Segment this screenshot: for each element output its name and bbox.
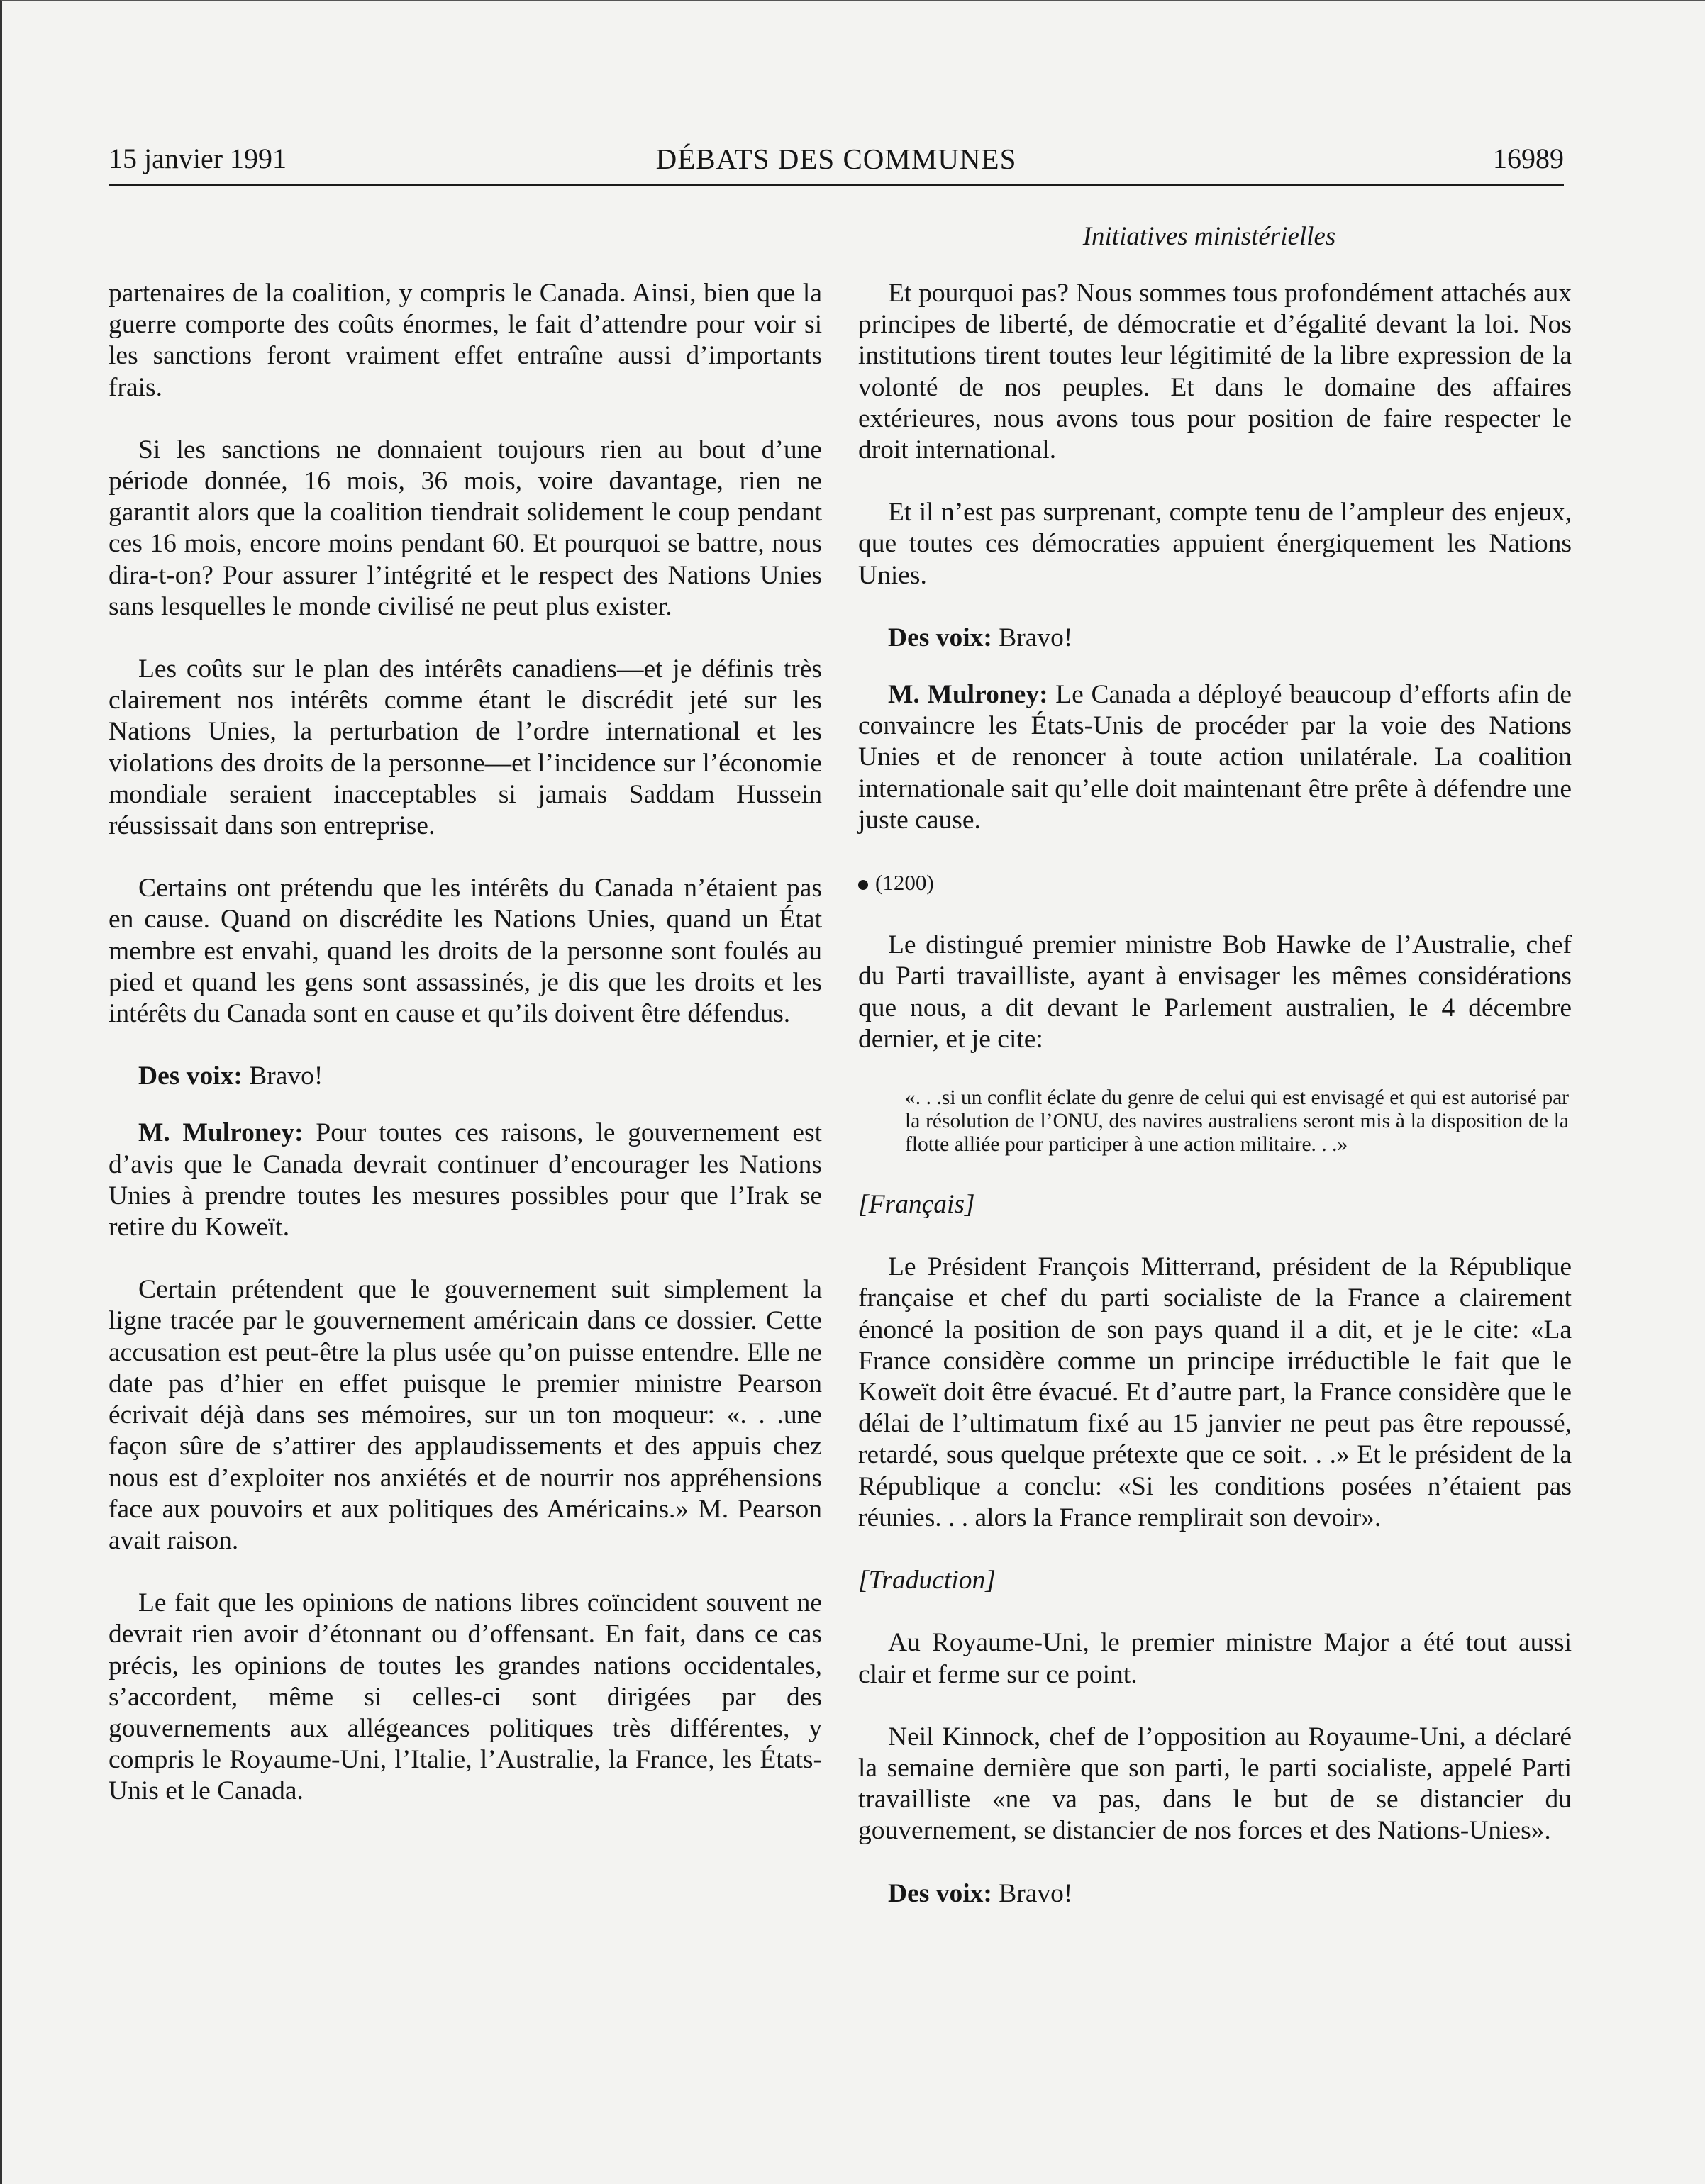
paragraph: Les coûts sur le plan des intérêts canadiens—et je définis très clairement nos intérêts comme étant le discrédit jeté sur les Nations Unies, la perturbation de l’ordre international et les violations des droits de la personne—et l’incidence sur l’économie mondiale seraient inacceptables si jamais Saddam Hussein réussissait dans son entreprise. [109,654,822,841]
speech-text: Bravo! [999,623,1073,652]
time-marker-text: (1200) [875,870,934,896]
paragraph: Au Royaume-Uni, le premier ministre Major a été tout aussi clair et ferme sur ce point. [858,1628,1572,1689]
speaker-name: Des voix: [888,1878,992,1908]
language-marker: [Français] [858,1190,975,1220]
speaker-paragraph [109,1118,822,1243]
paragraph: Si les sanctions ne donnaient toujours rien au bout d’une période donnée, 16 mois, 36 mois, voire davantage, rien ne garantit alors que la coalition tiendrait solidement le coup pendant ces 16 mois, encore moins pendant 60. Et pourquoi se battre, nous dira-t-on? Pour assurer l’intégrité et le respect des Nations Unies sans lesquelles le monde civilisé ne peut plus exister. [109,435,822,621]
right-column [858,278,1572,1935]
speaker-name: M. Mulroney: [138,1118,304,1148]
speech-text: Bravo! [999,1878,1073,1908]
speaker-name: Des voix: [888,623,992,652]
left-column [109,278,822,1839]
speech-text: Le Canada a déployé beaucoup d’efforts afin de convaincre les États-Unis de procéder par la voie des Nations Unies et de renoncer à toute action unilatérale. La coalition internationale sait qu’elle doit maintenant être prête à défendre une juste cause. [858,680,1572,835]
paragraph: Le Président François Mitterrand, président de la République française et chef du parti socialiste de la France a clairement énoncé la position de son pays quand il a dit, et je le cite: «La France considère comme un principe irréductible le fait que le Koweït doit être évacué. Et d’autre part, la France considère que le délai de l’ultimatum fixé au 15 janvier ne peut pas être repoussé, retardé, sous quelque prétexte que ce soit. . .» Et le président de la République a conclu: «Si les conditions posées n’étaient pas réunies. . . alors la France remplirait son devoir». [858,1252,1572,1532]
time-marker [858,867,1572,898]
speaker-paragraph [858,679,1572,836]
speech-text: Bravo! [249,1062,323,1091]
header-date: 15 janvier 1991 [109,143,287,174]
language-marker: [Traduction] [858,1566,996,1595]
speaker-name: M. Mulroney: [888,680,1048,710]
speaker-name: Des voix: [138,1062,243,1091]
speaker-paragraph [858,1878,1572,1910]
page-header [109,142,1564,186]
block-quote: «. . .si un conflit éclate du genre de celui qui est envisagé et qui est autorisé par la résolution de l’ONU, des navires australiens seront mis à la disposition de la flotte alliée pour participer à une action militaire. . .» [905,1086,1569,1157]
paragraph: Certains ont prétendu que les intérêts du Canada n’étaient pas en cause. Quand on discrédite les Nations Unies, quand un État membre est envahi, quand les droits de la personne sont foulés au pied et quand les gens sont assassinés, je dis que les droits et les intérêts du Canada sont en cause et qu’ils doivent être défendus. [109,874,822,1029]
bullet-icon [858,880,868,890]
header-title: DÉBATS DES COMMUNES [655,143,1017,175]
paragraph: Neil Kinnock, chef de l’opposition au Royaume-Uni, a déclaré la semaine dernière que son parti, le parti socialiste, appelé Parti travailliste «ne va pas, dans le but de se distancier du gouvernement, se distancier de nos forces et des Nations-Unies». [858,1722,1572,1846]
speaker-paragraph [109,1061,822,1092]
paragraph: partenaires de la coalition, y compris le Canada. Ainsi, bien que la guerre comporte des coûts énormes, le fait d’attendre pour voir si les sanctions feront vraiment effet entraîne aussi d’importants frais. [109,279,822,402]
speaker-paragraph [858,623,1572,654]
section-label: Initiatives ministérielles [1082,222,1336,251]
paragraph: Le fait que les opinions de nations libres coïncident souvent ne devrait rien avoir d’étonnant ou d’offensant. En fait, dans ce cas précis, les opinions de toutes les grandes nations occidentales, s’accordent, même si celles-ci sont dirigées par des gouvernements aux allégeances politiques très différentes, y compris le Royaume-Uni, l’Italie, l’Australie, la France, les États-Unis et le Canada. [109,1588,822,1806]
speech-text: Pour toutes ces raisons, le gouvernement est d’avis que le Canada devrait continuer d’encourager les Nations Unies à prendre toutes les mesures possibles pour que l’Irak se retire du Koweït. [109,1118,822,1242]
header-page-number: 16989 [1493,143,1564,174]
paragraph: Le distingué premier ministre Bob Hawke de l’Australie, chef du Parti travailliste, ayant à envisager les mêmes considérations que nous, a dit devant le Parlement australien, le 4 décembre dernier, et je cite: [858,930,1572,1054]
paragraph: Et pourquoi pas? Nous sommes tous profondément attachés aux principes de liberté, de démocratie et d’égalité devant la loi. Nos institutions tirent toutes leur légitimité de la libre expression de la volonté de nos peuples. Et dans le domaine des affaires extérieures, nous avons tous pour position de faire respecter le droit international. [858,279,1572,465]
paragraph: Certain prétendent que le gouvernement suit simplement la ligne tracée par le gouvernement américain dans ce dossier. Cette accusation est peut-être la plus usée qu’on puisse entendre. Elle ne date pas d’hier en effet puisque le premier ministre Pearson écrivait déjà dans ses mémoires, sur un ton moqueur: «. . .une façon sûre de s’attirer des applaudissements et des appuis chez nous est d’exploiter nos anxiétés et de nourrir nos appréhensions face aux pouvoirs et aux politiques des Américains.» M. Pearson avait raison. [109,1275,822,1555]
paragraph: Et il n’est pas surprenant, compte tenu de l’ampleur des enjeux, que toutes ces démocraties appuient énergiquement les Nations Unies. [858,498,1572,590]
